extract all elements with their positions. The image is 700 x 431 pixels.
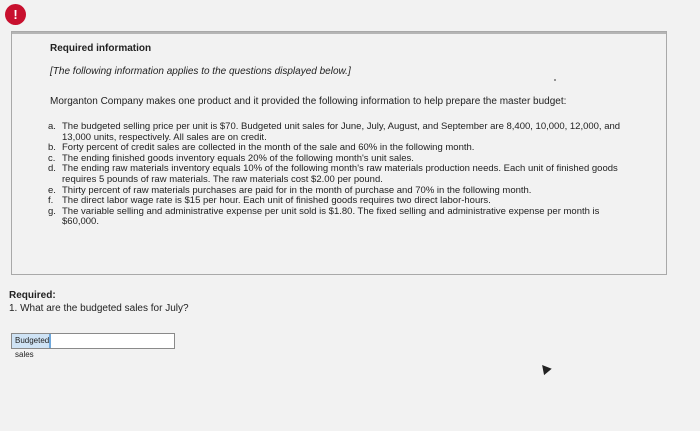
list-item-text: The budgeted selling price per unit is $70. Budgeted unit sales for June, July, August, and September are 8,400, 10,000, 12,000, and 13,000 units, respectively. All sales are on credit. [62, 121, 621, 143]
answer-label: Budgeted sales [12, 334, 51, 348]
list-item-text: The ending finished goods inventory equals 20% of the following month's unit sales. [62, 152, 414, 164]
info-intro: Morganton Company makes one product and it provided the following information to help prepare the master budget: [50, 96, 567, 107]
list-item-label: e. [48, 184, 56, 196]
question-text: 1. What are the budgeted sales for July? [9, 303, 189, 314]
info-note: [The following information applies to the questions displayed below.] [50, 66, 351, 77]
list-item-text: The ending raw materials inventory equals 10% of the following month's raw materials production needs. Each unit of finished goods requires 5 pounds of raw materials. The raw materials cost $2.00 per pound. [62, 163, 618, 185]
list-item-text: Forty percent of credit sales are collected in the month of the sale and 60% in the following month. [62, 142, 475, 154]
list-item-label: g. [48, 205, 56, 217]
list-item-text: The direct labor wage rate is $15 per hour. Each unit of finished goods requires two direct labor-hours. [62, 195, 491, 207]
required-information-panel [11, 31, 667, 275]
mouse-pointer-icon [538, 362, 551, 375]
info-title: Required information [50, 43, 152, 54]
answer-row [11, 333, 175, 359]
stray-dot [554, 79, 556, 81]
list-item-label: c. [48, 152, 56, 164]
list-item-label: d. [48, 163, 56, 175]
required-heading: Required: [9, 290, 56, 301]
list-item-label: b. [48, 142, 56, 154]
list-item [48, 164, 638, 185]
alert-icon: ! [5, 4, 26, 25]
list-item-label: a. [48, 121, 56, 132]
list-item [48, 207, 638, 228]
panel-top-border [12, 32, 666, 34]
list-item [48, 122, 638, 143]
info-items-list [48, 122, 638, 228]
budgeted-sales-input[interactable] [51, 334, 174, 348]
list-item-text: Thirty percent of raw materials purchases are paid for in the month of purchase and 70% in the following month. [62, 184, 532, 196]
list-item-text: The variable selling and administrative expense per unit sold is $1.80. The fixed selling and administrative expense per month is $60,000. [62, 205, 600, 228]
list-item-label: f. [48, 195, 54, 207]
